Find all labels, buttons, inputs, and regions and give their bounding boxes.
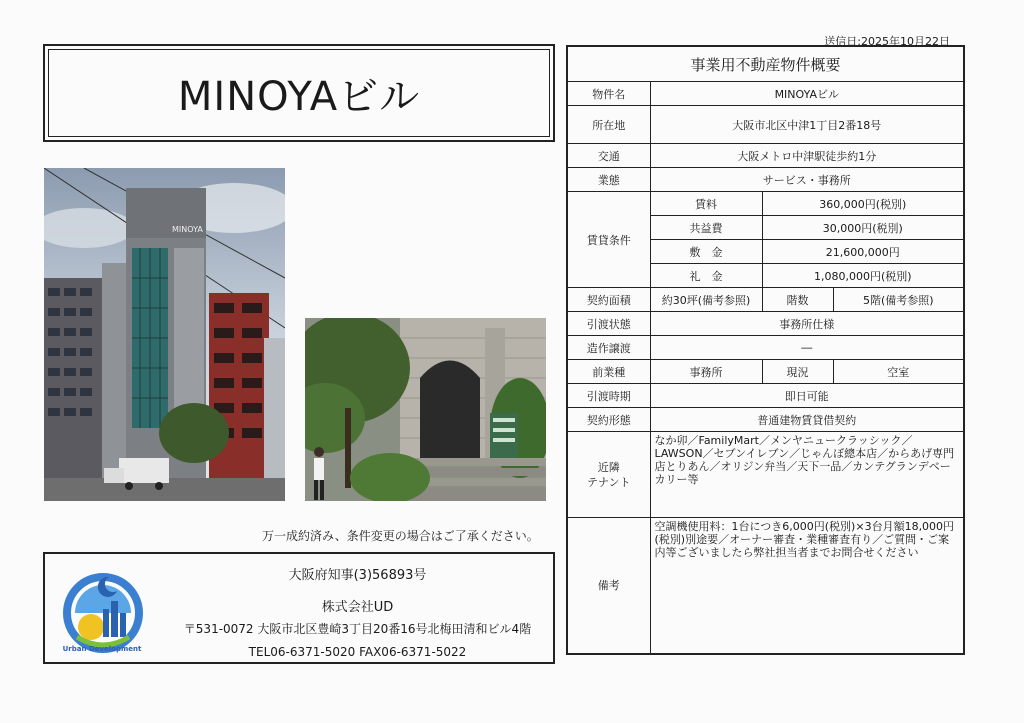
rent-label: 賃料 <box>650 192 762 216</box>
building-title-box <box>43 44 555 142</box>
contract-type-value: 普通建物賃貸借契約 <box>650 408 964 432</box>
business-type-value: サービス・事務所 <box>650 168 964 192</box>
current-state-value: 空室 <box>833 360 964 384</box>
logo-text: Urban Development <box>62 645 142 653</box>
deposit-label: 敷 金 <box>650 240 762 264</box>
property-name-value: MINOYAビル <box>650 82 964 106</box>
key-money-value: 1,080,000円(税別) <box>762 264 964 288</box>
lease-terms-label: 賃貸条件 <box>567 192 650 288</box>
handover-time-value: 即日可能 <box>650 384 964 408</box>
business-type-label: 業態 <box>567 168 650 192</box>
floor-label: 階数 <box>762 288 833 312</box>
deposit-value: 21,600,000円 <box>762 240 964 264</box>
previous-use-label: 前業種 <box>567 360 650 384</box>
current-state-label: 現況 <box>762 360 833 384</box>
handover-state-label: 引渡状態 <box>567 312 650 336</box>
notice-text: 万一成約済み、条件変更の場合はご了承ください。 <box>262 529 539 543</box>
floor-value: 5階(備考参照) <box>833 288 964 312</box>
location-value: 大阪市北区中津1丁目2番18号 <box>650 106 964 144</box>
entrance-photo <box>305 318 546 501</box>
contract-type-label: 契約形態 <box>567 408 650 432</box>
building-exterior-photo <box>44 168 285 501</box>
access-value: 大阪メトロ中津駅徒歩約1分 <box>650 144 964 168</box>
area-value: 約30坪(備考参照) <box>650 288 762 312</box>
remarks-label: 備考 <box>567 518 650 654</box>
company-contact: TEL06-6371-5020 FAX06-6371-5022 <box>248 645 467 659</box>
company-license: 大阪府知事(3)56893号 <box>288 568 427 583</box>
rent-value: 360,000円(税別) <box>762 192 964 216</box>
neighbors-value: なか卯／FamilyMart／メンヤニュークラッシック／LAWSON／セブンイレブン／じゃんぼ總本店／からあげ専門店とりあん／オリジン弁当／天下一品／カンテグランデベーカリー等 <box>650 432 964 518</box>
previous-use-value: 事務所 <box>650 360 762 384</box>
key-money-label: 礼 金 <box>650 264 762 288</box>
company-name: 株式会社UD <box>321 600 394 615</box>
property-spec-table <box>566 45 965 655</box>
fixture-transfer-value: ― <box>650 336 964 360</box>
building-sign: MINOYA <box>172 225 203 234</box>
common-fee-label: 共益費 <box>650 216 762 240</box>
area-label: 契約面積 <box>567 288 650 312</box>
company-logo <box>59 569 147 657</box>
remarks-value: 空調機使用料：1台につき6,000円(税別)×3台月額18,000円(税別)別途要／オーナー審査・業種審査有り／ご質問・ご案内等ございましたら弊社担当者までお問合せください <box>650 518 964 654</box>
company-info-box <box>43 552 555 664</box>
spec-heading: 事業用不動産物件概要 <box>567 46 964 82</box>
fixture-transfer-label: 造作譲渡 <box>567 336 650 360</box>
handover-state-value: 事務所仕様 <box>650 312 964 336</box>
building-title: MINOYAビル <box>177 73 421 120</box>
send-date: 送信日:2025年10月22日 <box>824 35 950 48</box>
handover-time-label: 引渡時期 <box>567 384 650 408</box>
property-name-label: 物件名 <box>567 82 650 106</box>
location-label: 所在地 <box>567 106 650 144</box>
access-label: 交通 <box>567 144 650 168</box>
company-address: 〒531-0072 大阪市北区豊崎3丁目20番16号北梅田清和ビル4階 <box>183 622 532 636</box>
neighbors-label: 近隣 テナント <box>567 432 650 518</box>
common-fee-value: 30,000円(税別) <box>762 216 964 240</box>
